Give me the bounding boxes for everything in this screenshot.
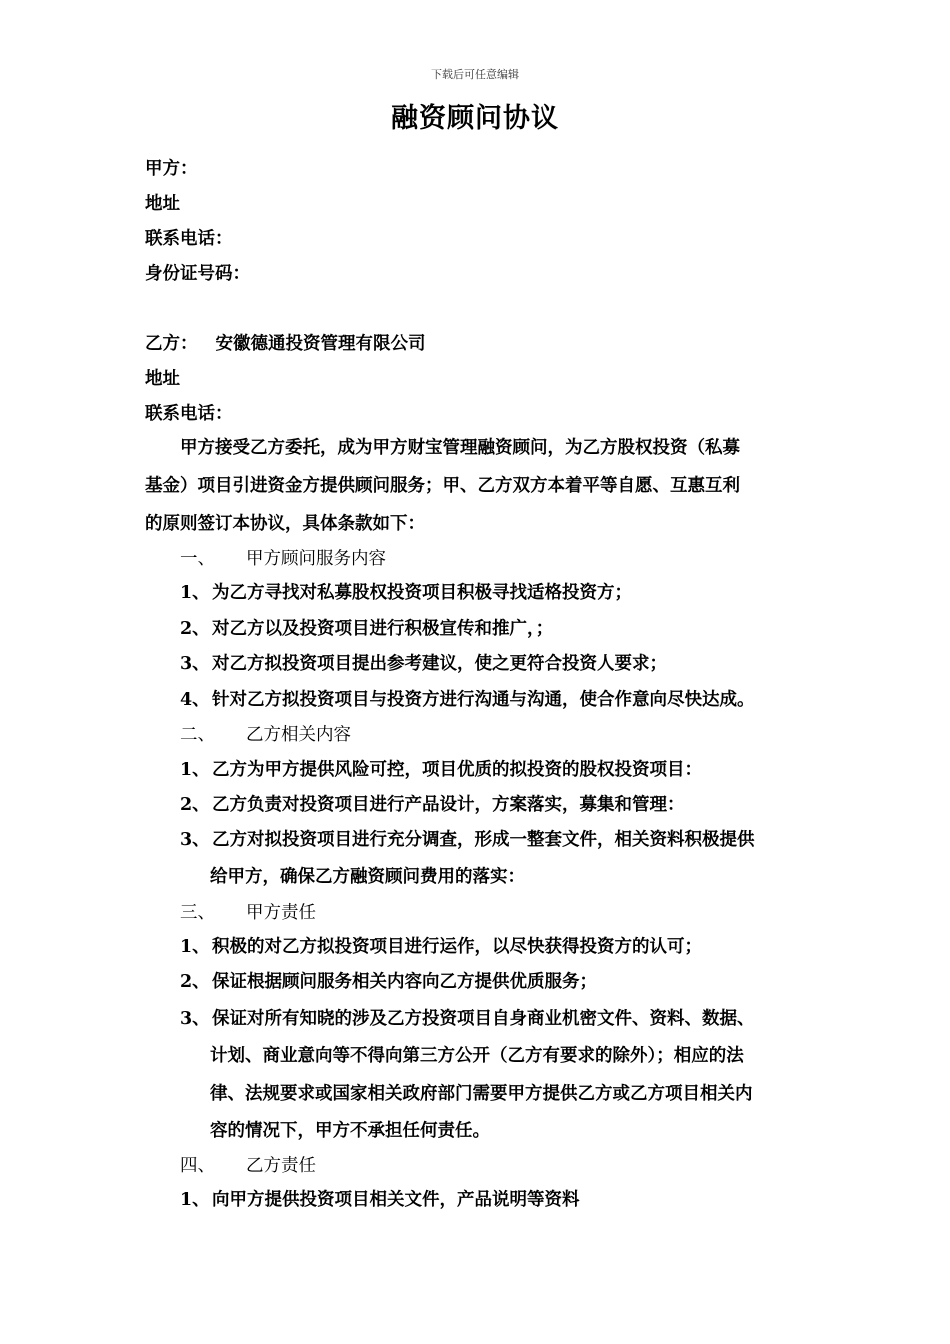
section-title: 甲方顾问服务内容: [246, 549, 386, 569]
section-title: 乙方责任: [246, 1156, 316, 1176]
page-title: 融资顾问协议: [391, 103, 559, 134]
item-text: 保证对所有知晓的涉及乙方投资项目自身商业机密文件、资料、数据、: [212, 1009, 755, 1029]
list-item: [180, 826, 755, 851]
section-title: 乙方相关内容: [246, 725, 351, 745]
section-number: 一、: [180, 549, 215, 569]
section-title: 甲方责任: [246, 903, 316, 923]
item-number: 1、: [180, 1190, 210, 1210]
section-heading: [180, 721, 351, 746]
list-item: [180, 1005, 755, 1030]
party-a-phone: 联系电话：: [145, 229, 233, 249]
item-text: 积极的对乙方拟投资项目进行运作，以尽快获得投资方的认可；: [212, 937, 702, 957]
section-number: 二、: [180, 725, 215, 745]
item-text: 向甲方提供投资项目相关文件，产品说明等资料: [212, 1190, 580, 1210]
item-number: 2、: [180, 795, 210, 815]
item-text-continued: 计划、商业意向等不得向第三方公开（乙方有要求的除外）；相应的法: [210, 1046, 744, 1066]
party-a-address: 地址: [145, 194, 180, 214]
item-number: 3、: [180, 830, 210, 850]
section-heading: [180, 545, 386, 570]
item-number: 2、: [180, 972, 210, 992]
list-item: [180, 650, 667, 675]
item-text: 对乙方以及投资项目进行积极宣传和推广，；: [212, 619, 554, 639]
item-number: 3、: [180, 654, 210, 674]
item-text: 为乙方寻找对私募股权投资项目积极寻找适格投资方；: [212, 583, 632, 603]
list-item: [180, 756, 702, 781]
item-number: 1、: [180, 760, 210, 780]
list-item: [180, 968, 597, 993]
item-text: 对乙方拟投资项目提出参考建议，使之更符合投资人要求；: [212, 654, 667, 674]
list-item: [180, 686, 755, 711]
intro-line: 基金）项目引进资金方提供顾问服务；甲、乙方双方本着平等自愿、互惠互利: [145, 476, 740, 496]
section-number: 三、: [180, 903, 215, 923]
list-item: [180, 615, 553, 640]
item-number: 1、: [180, 937, 210, 957]
section-heading: [180, 1152, 316, 1177]
item-number: 4、: [180, 690, 210, 710]
item-text: 乙方负责对投资项目进行产品设计，方案落实，募集和管理：: [212, 795, 685, 815]
section-number: 四、: [180, 1156, 215, 1176]
party-b-row: [145, 330, 426, 355]
party-b-name: 安徽德通投资管理有限公司: [215, 334, 426, 354]
item-number: 2、: [180, 619, 210, 639]
list-item: [180, 579, 632, 604]
item-text-continued: 律、法规要求或国家相关政府部门需要甲方提供乙方或乙方项目相关内: [210, 1084, 753, 1104]
item-number: 1、: [180, 583, 210, 603]
list-item: [180, 791, 685, 816]
item-text: 乙方为甲方提供风险可控，项目优质的拟投资的股权投资项目：: [212, 760, 702, 780]
header-note: 下载后可任意编辑: [431, 68, 519, 81]
party-a-id: 身份证号码：: [145, 264, 250, 284]
list-item: [180, 1186, 580, 1211]
party-b-phone: 联系电话：: [145, 404, 233, 424]
item-text-continued: 容的情况下，甲方不承担任何责任。: [210, 1121, 490, 1141]
list-item: [180, 933, 702, 958]
item-text: 乙方对拟投资项目进行充分调查，形成一整套文件，相关资料积极提供: [212, 830, 755, 850]
party-b-address: 地址: [145, 369, 180, 389]
item-text: 保证根据顾问服务相关内容向乙方提供优质服务；: [212, 972, 597, 992]
intro-line: 的原则签订本协议，具体条款如下：: [145, 514, 425, 534]
item-text-continued: 给甲方，确保乙方融资顾问费用的落实：: [210, 867, 525, 887]
section-heading: [180, 899, 316, 924]
item-number: 3、: [180, 1009, 210, 1029]
intro-line: 甲方接受乙方委托，成为甲方财宝管理融资顾问，为乙方股权投资（私募: [180, 438, 740, 458]
party-b-label: 乙方：: [145, 334, 198, 354]
party-a-label: 甲方：: [145, 159, 198, 179]
item-text: 针对乙方拟投资项目与投资方进行沟通与沟通，使合作意向尽快达成。: [212, 690, 755, 710]
